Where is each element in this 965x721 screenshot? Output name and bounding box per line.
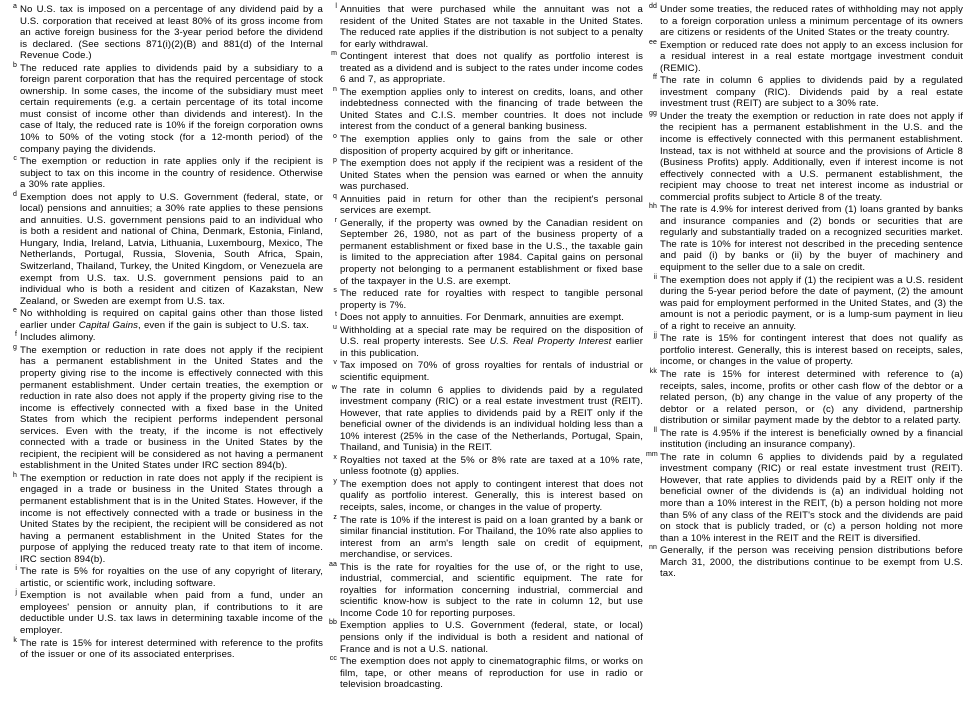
footnote-marker: d bbox=[13, 190, 17, 198]
footnote-text: Royalties not taxed at the 5% or 8% rate are taxed at a 10% rate, unless footnote (g) applies. bbox=[340, 454, 643, 478]
footnote-text: The rate is 15% for contingent interest that does not qualify as portfolio interest. Generally, this is interest based on receipts, sales, income, or changes in the value of property. bbox=[660, 333, 963, 368]
footnote-text: Annuities paid in return for other than the recipient's personal services are exempt. bbox=[340, 193, 643, 217]
footnote-r bbox=[326, 218, 643, 287]
footnote-d bbox=[6, 192, 323, 307]
footnote-marker: h bbox=[13, 471, 17, 479]
footnote-text: The exemption applies only to interest on credits, loans, and other indebtedness connected with the financing of trade between the United States and C.I.S. member countries. It does not include interest from the conduct of a general banking business. bbox=[340, 86, 643, 133]
footnote-dd bbox=[646, 4, 963, 39]
footnote-ff bbox=[646, 75, 963, 110]
footnote-text: The reduced rate for royalties with respect to tangible personal property is 7%. bbox=[340, 288, 643, 311]
footnote-marker: jj bbox=[653, 332, 657, 340]
footnote-b bbox=[6, 63, 323, 155]
footnote-text: Does not apply to annuities. For Denmark, annuities are exempt. bbox=[340, 312, 624, 324]
footnote-marker: o bbox=[333, 133, 337, 141]
footnote-text: The exemption or reduction in rate applies only if the recipient is subject to tax on this income in the country of residence. Otherwise a 30% rate applies. bbox=[20, 156, 323, 191]
footnote-text: Tax imposed on 70% of gross royalties for rentals of industrial or scientific equipment. bbox=[340, 360, 643, 383]
footnote-marker: hh bbox=[649, 203, 657, 211]
footnote-kk bbox=[646, 369, 963, 427]
footnote-c bbox=[6, 156, 323, 191]
footnote-marker: v bbox=[333, 359, 337, 367]
footnote-o bbox=[326, 134, 643, 157]
footnote-marker: mm bbox=[646, 450, 658, 458]
footnote-text: Contingent interest that does not qualify as portfolio interest is treated as a dividend and is subject to the rates under income codes 6 and 7, as appropriate. bbox=[340, 51, 643, 86]
footnote-mm bbox=[646, 452, 963, 544]
footnote-t bbox=[326, 312, 643, 324]
footnote-marker: kk bbox=[649, 367, 657, 375]
footnote-text: The exemption or reduction in rate does not apply if the recipient is engaged in a trade or business in the United States through a permanent establishment that is in the United States. However, if the income is not effectively connected with a trade or business in the United States by the recipient, the recipient will be considered as not having a permanent establishment in the United States for the purpose of applying the reduced treaty rate to that item of income. IRC section 894(b). bbox=[20, 472, 323, 565]
footnote-text: The exemption applies only to gains from the sale or other disposition of property acquired by gift or inheritance. bbox=[340, 134, 643, 157]
footnote-text: The reduced rate applies to dividends paid by a subsidiary to a foreign parent corporation that has the required percentage of stock ownership. In some cases, the income of the subsidiary must meet certain requirements (e.g. a certain percentage of its total income must consist of income other than dividends and interest). In the case of Italy, the reduced rate is 10% if the foreign corporation owns 10% to 50% of the voting stock (for a 12-month period) of the company paying the dividends. bbox=[20, 62, 323, 155]
footnote-marker: n bbox=[333, 85, 337, 93]
footnote-column-1 bbox=[6, 4, 323, 721]
footnote-text: Exemption applies to U.S. Government (federal, state, or local) pensions only if the individual is both a resident and national of France and is not a U.S. national. bbox=[340, 620, 643, 655]
footnote-marker: c bbox=[13, 155, 17, 163]
footnote-aa bbox=[326, 562, 643, 620]
footnote-text: Exemption is not available when paid from a fund, under an employees' pension or annuity plan, if contributions to it are deductible under U.S. tax laws in determining taxable income of the employer. bbox=[20, 590, 323, 636]
footnote-marker: i bbox=[15, 565, 17, 573]
footnote-marker: y bbox=[333, 477, 337, 485]
footnote-column-2 bbox=[326, 4, 643, 721]
footnote-marker: nn bbox=[649, 544, 657, 552]
footnote-text: The rate is 15% for interest determined with reference to (a) receipts, sales, income, profits or other cash flow of the debtor or a related person, (b) any change in the value of any property of the debtor or a related person, or (c) any dividend, partnership distribution or similar payment made by the debtor to a related party. bbox=[660, 368, 963, 427]
footnote-text: Exemption does not apply to U.S. Government (federal, state, or local) pensions and annuities; a 30% rate applies to these pensions and annuities. U.S. government pensions paid to an individual who is both a resident and national of China, Denmark, Estonia, Finland, Hungary, India, Ireland, Latvia, Lithuania, Luxembourg, Mexico, The Netherlands, Portugal, Russia, Slovenia, South Africa, Spain, Switzerland, Thailand, Turkey, the United Kingdom, or Venezuela are exempt from U.S. tax. U.S. government pensions paid to an individual who is both a resident and citizen of Kazakstan, New Zealand, or Sweden are exempt from U.S. tax. bbox=[20, 191, 323, 307]
footnote-marker: dd bbox=[649, 3, 657, 10]
footnote-marker: s bbox=[333, 287, 337, 295]
footnote-marker: q bbox=[333, 192, 337, 200]
footnote-a bbox=[6, 4, 323, 62]
footnote-marker: k bbox=[13, 636, 17, 644]
footnote-marker: z bbox=[333, 513, 337, 521]
footnote-marker: ee bbox=[649, 38, 657, 46]
footnote-marker: b bbox=[13, 61, 17, 69]
footnote-text: The rate is 4.9% for interest derived from (1) loans granted by banks and insurance companies and (2) bonds or securities that are regularly and substantially traded on a recognized securities market. The rate is 10% for interest not described in the preceding sentence and paid (i) by banks or (ii) by the buyer of machinery and equipment to the seller due to a sale on credit. bbox=[660, 204, 963, 274]
footnote-e bbox=[6, 308, 323, 331]
footnote-text: Exemption or reduced rate does not apply to an excess inclusion for a residual interest in a real estate mortgage investment conduit (REMIC). bbox=[660, 39, 963, 74]
footnote-p bbox=[326, 158, 643, 193]
footnote-marker: t bbox=[334, 311, 337, 319]
footnote-marker: f bbox=[14, 331, 17, 339]
footnote-text: The exemption does not apply if (1) the recipient was a U.S. resident during the 5-year period before the date of payment, (2) the amount was paid for employment performed in the United States, and (3) the amount is not a periodic payment, or is a lump-sum payment in lieu of a right to receive an annuity. bbox=[660, 274, 963, 332]
footnote-text: The rate is 4.95% if the interest is beneficially owned by a financial institution (including an insurance company). bbox=[660, 427, 963, 451]
footnote-column-3 bbox=[646, 4, 963, 721]
footnote-w bbox=[326, 385, 643, 454]
footnote-f bbox=[6, 332, 323, 344]
footnote-text: The rate in column 6 applies to dividends paid by a regulated investment company (RIC). Dividends paid by a real estate investment trust (REIT) are subject to a 30% rate. bbox=[660, 75, 963, 110]
footnote-marker: a bbox=[13, 3, 17, 10]
footnote-marker: w bbox=[331, 383, 337, 391]
footnote-marker: g bbox=[13, 343, 17, 351]
footnote-k bbox=[6, 638, 323, 661]
footnote-marker: gg bbox=[649, 109, 657, 117]
footnote-marker: l bbox=[335, 3, 337, 10]
footnote-text: Generally, if the property was owned by the Canadian resident on September 26, 1980, not as part of the business property of a permanent establishment or fixed base in the U.S., the taxable gain is limited to the appreciation after 1984. Capital gains on personal property not belonging to a permanent establishment or fixed base of the taxpayer in the U.S. are exempt. bbox=[340, 217, 643, 287]
footnote-text: Includes alimony. bbox=[20, 332, 96, 344]
footnote-marker: j bbox=[15, 589, 17, 597]
footnote-text: The exemption or reduction in rate does not apply if the recipient has a permanent establishment in the United States and the property giving rise to the income is effectively connected with this permanent establishment. Under certain treaties, the exemption or reduction in rate also does not apply if the property giving rise to the income is effectively connected with a fixed base in the United States from which the recipient performs independent personal services. Even with the treaty, if the income is not effectively connected with a trade or business in the United States by the recipient, the recipient will be considered as not having a permanent establishment in the United States under IRC section 894(b). bbox=[20, 344, 323, 472]
footnote-g bbox=[6, 345, 323, 472]
footnote-ll bbox=[646, 428, 963, 451]
footnote-n bbox=[326, 87, 643, 133]
footnote-i bbox=[6, 566, 323, 589]
footnote-bb bbox=[326, 620, 643, 655]
footnote-text: No withholding is required on capital gains other than those listed earlier under Capital Gains, even if the gain is subject to U.S. tax. bbox=[20, 308, 323, 331]
footnote-nn bbox=[646, 545, 963, 580]
footnote-ee bbox=[646, 40, 963, 75]
footnote-cc bbox=[326, 656, 643, 691]
footnote-text: The exemption does not apply if the recipient was a resident of the United States when the pension was earned or when the annuity was purchased. bbox=[340, 158, 643, 193]
footnote-m bbox=[326, 51, 643, 86]
footnote-h bbox=[6, 473, 323, 565]
footnote-y bbox=[326, 479, 643, 514]
footnote-marker: aa bbox=[329, 560, 337, 568]
footnote-text: The rate is 15% for interest determined with reference to the profits of the issuer or one of its associated enterprises. bbox=[20, 637, 323, 661]
footnote-u bbox=[326, 325, 643, 360]
footnote-text: The exemption does not apply to contingent interest that does not qualify as portfolio interest. Generally, this is interest based on receipts, sales, income, or changes in the value of property. bbox=[340, 478, 643, 513]
footnote-z bbox=[326, 515, 643, 561]
footnote-j bbox=[6, 590, 323, 636]
footnote-marker: p bbox=[333, 157, 337, 165]
footnote-marker: e bbox=[13, 307, 17, 315]
footnote-marker: bb bbox=[329, 619, 337, 627]
footnote-marker: r bbox=[334, 216, 337, 224]
footnote-marker: cc bbox=[329, 655, 337, 663]
footnote-marker: ll bbox=[653, 426, 657, 434]
footnote-text: The rate in column 6 applies to dividends paid by a regulated investment company (RIC) or a real estate investment trust (REIT). However, that rate applies to dividends paid by a REIT only if the beneficial owner of the dividends is an individual holding less than a 10% interest (25% in the case of the Netherlands, Portugal, Spain, Thailand, and Tunisia) in the REIT. bbox=[340, 384, 643, 454]
footnote-text: The rate is 5% for royalties on the use of any copyright of literary, artistic, or scientific work, including software. bbox=[20, 566, 323, 589]
footnote-marker: u bbox=[333, 323, 337, 331]
footnote-marker: x bbox=[333, 453, 337, 461]
footnote-text: The rate is 10% if the interest is paid on a loan granted by a bank or similar financial institution. For Thailand, the 10% rate also applies to interest from an arm's length sale on credit of equipment, merchandise, or services. bbox=[340, 514, 643, 561]
footnote-v bbox=[326, 360, 643, 383]
footnote-jj bbox=[646, 333, 963, 368]
footnote-text: Under some treaties, the reduced rates of withholding may not apply to a foreign corporation unless a minimum percentage of its owners are citizens or residents of the United States or the treaty country. bbox=[660, 4, 963, 39]
footnote-text: Withholding at a special rate may be required on the disposition of U.S. real property interests. See U.S. Real Property Interest earlier in this publication. bbox=[340, 324, 643, 359]
footnote-text: Annuities that were purchased while the annuitant was not a resident of the United States are not taxable in the United States. The reduced rate applies if the distribution is not subject to a penalty for early withdrawal. bbox=[340, 4, 643, 50]
footnote-ii bbox=[646, 275, 963, 333]
footnote-marker: ff bbox=[653, 74, 657, 82]
footnote-hh bbox=[646, 204, 963, 273]
footnote-text: Generally, if the person was receiving pension distributions before March 31, 2000, the distributions continue to be exempt from U.S. tax. bbox=[660, 545, 963, 580]
footnote-text: The exemption does not apply to cinematographic films, or works on film, tape, or other means of reproduction for use in radio or television broadcasting. bbox=[340, 656, 643, 691]
footnote-marker: ii bbox=[653, 273, 657, 281]
footnote-l bbox=[326, 4, 643, 50]
footnote-marker: m bbox=[331, 50, 337, 58]
footnote-text: Under the treaty the exemption or reduction in rate does not apply if the recipient has a permanent establishment in the U.S. and the income is effectively connected with this permanent establishment. Instead, tax is not withheld at source and the provisions of Article 8 (Business Profits) apply. Additionally, even if interest income is not effectively connected with a U.S. permanent establishment, the recipient may choose to treat net interest income as industrial or commercial profits subject to Article 8 of the treaty. bbox=[660, 110, 963, 203]
footnote-text: The rate in column 6 applies to dividends paid by a regulated investment company (RIC) or real estate investment trust (REIT). However, that rate applies to dividends paid by a REIT only if the beneficial owner of the dividends is (a) an individual holding not more than a 10% interest in the REIT, (b) a person holding not more than 5% of any class of the REIT's stock and the dividends are paid on stock that is publicly traded, or (c) a person holding not more than a 10% interest in the REIT and the REIT is diversified. bbox=[660, 451, 963, 544]
footnote-gg bbox=[646, 111, 963, 203]
footnote-s bbox=[326, 288, 643, 311]
footnote-q bbox=[326, 194, 643, 217]
footnote-text: This is the rate for royalties for the use of, or the right to use, industrial, commercial, and scientific equipment. The rate for royalties for information concerning industrial, commercial and scientific know-how is subject to the rate in column 12, but use Income Code 10 for reporting purposes. bbox=[340, 561, 643, 619]
footnote-x bbox=[326, 455, 643, 478]
footnote-text: No U.S. tax is imposed on a percentage of any dividend paid by a U.S. corporation that received at least 80% of its gross income from an active foreign business for the 3-year period before the dividend is declared. (See sections 871(i)(2)(B) and 881(d) of the Internal Revenue Code.) bbox=[20, 4, 323, 62]
